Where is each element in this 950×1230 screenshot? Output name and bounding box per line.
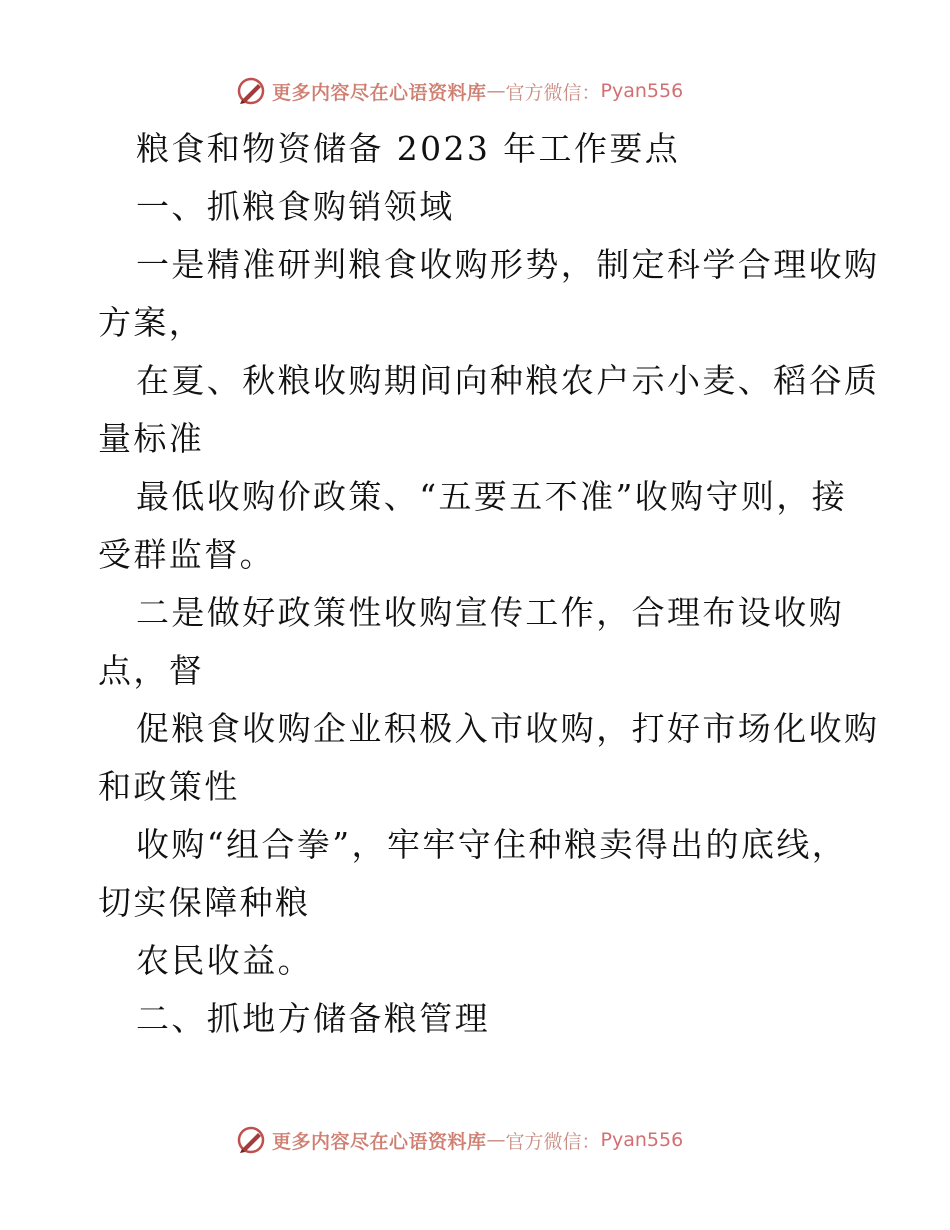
watermark-separator: —: [486, 80, 506, 102]
watermark-wechat-label: 官方微信：: [505, 1130, 601, 1153]
text-line: 点，督: [98, 651, 205, 690]
text-line: 受群监督。: [98, 535, 275, 574]
text-line: 二、抓地方储备粮管理: [136, 999, 490, 1038]
text-line: 在夏、秋粮收购期间向种粮农户示小麦、稻谷质: [136, 361, 880, 400]
text-line: 粮食和物资储备 2023 年工作要点: [136, 129, 681, 168]
text-line: 农民收益。: [136, 941, 313, 980]
text-line: 和政策性: [98, 767, 240, 806]
text-line: 量标准: [98, 419, 205, 458]
watermark-wechat-id: Pyan556: [600, 80, 684, 102]
watermark-text: 更多内容尽在心语资料库: [272, 81, 487, 104]
text-line: 最低收购价政策、“五要五不准”收购守则，接: [136, 477, 848, 516]
document-body: [98, 120, 880, 1048]
watermark-wechat-id: Pyan556: [600, 1129, 684, 1151]
text-line: 方案，: [98, 303, 205, 342]
text-line: 一、抓粮食购销领域: [136, 187, 455, 226]
pen-logo-icon: [236, 1125, 266, 1155]
watermark-text: 更多内容尽在心语资料库: [272, 1130, 487, 1153]
text-line: 二是做好政策性收购宣传工作，合理布设收购: [136, 593, 844, 632]
text-line: 促粮食收购企业积极入市收购，打好市场化收购: [136, 709, 880, 748]
footer-watermark: [236, 1123, 683, 1157]
text-line: 切实保障种粮: [98, 883, 311, 922]
watermark-separator: —: [486, 1129, 506, 1151]
text-line: 一是精准研判粮食收购形势，制定科学合理收购: [136, 245, 880, 284]
pen-logo-icon: [236, 76, 266, 106]
watermark-wechat-label: 官方微信：: [505, 81, 601, 104]
text-line: 收购“组合拳”，牢牢守住种粮卖得出的底线，: [136, 825, 848, 864]
header-watermark: [236, 74, 683, 108]
